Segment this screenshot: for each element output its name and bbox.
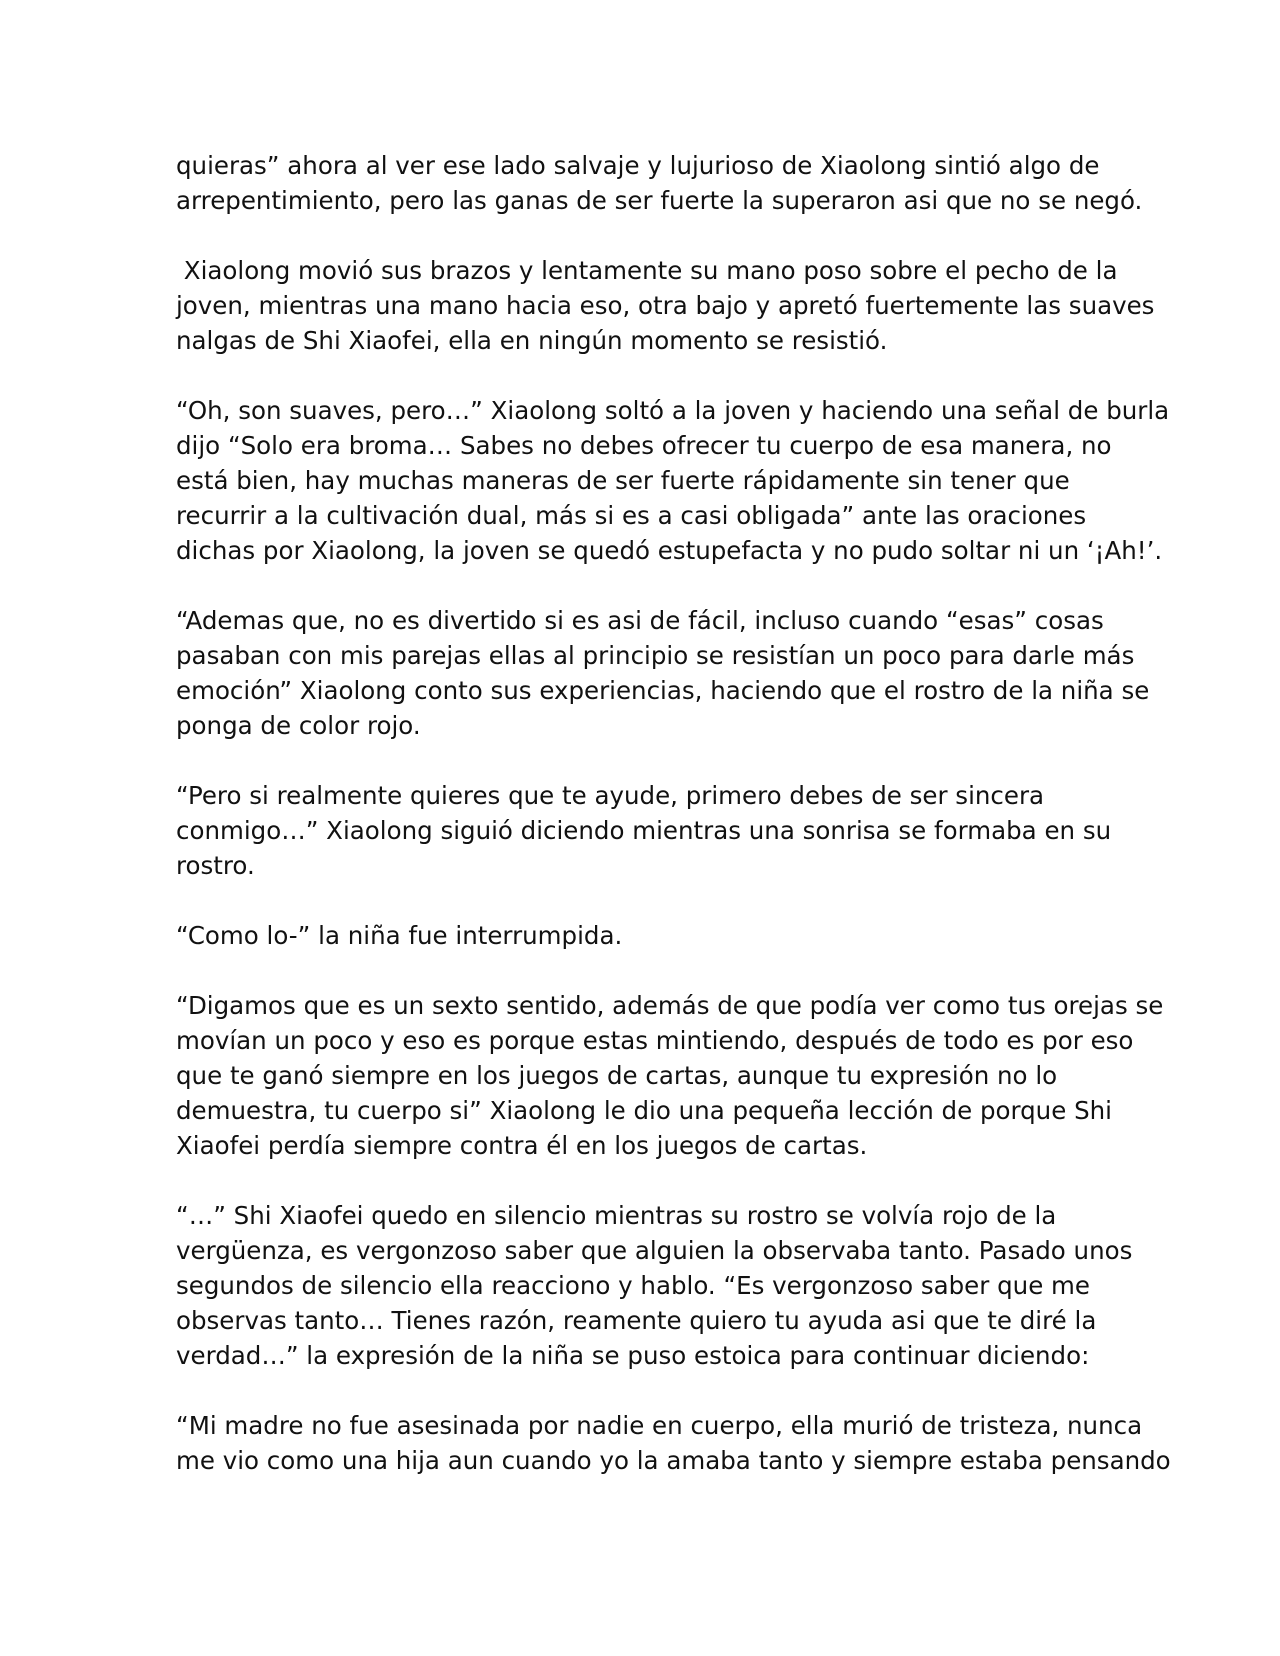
paragraph — [176, 1198, 1133, 1373]
text-line: arrepentimiento, pero las ganas de ser fuerte la superaron asi que no se negó. — [176, 186, 1143, 215]
text-line: dichas por Xiaolong, la joven se quedó estupefacta y no pudo soltar ni un ‘¡Ah!’. — [176, 536, 1163, 565]
text-line: “Digamos que es un sexto sentido, además de que podía ver como tus orejas se — [176, 991, 1164, 1020]
text-line: nalgas de Shi Xiaofei, ella en ningún momento se resistió. — [176, 326, 888, 355]
paragraph — [176, 148, 1143, 218]
text-line: dijo “Solo era broma… Sabes no debes ofrecer tu cuerpo de esa manera, no — [176, 431, 1112, 460]
text-line: quieras” ahora al ver ese lado salvaje y lujurioso de Xiaolong sintió algo de — [176, 151, 1100, 180]
text-line: Xiaolong movió sus brazos y lentamente su mano poso sobre el pecho de la — [176, 256, 1118, 285]
text-line: “…” Shi Xiaofei quedo en silencio mientras su rostro se volvía rojo de la — [176, 1201, 1057, 1230]
text-line: pasaban con mis parejas ellas al principio se resistían un poco para darle más — [176, 641, 1135, 670]
paragraph — [176, 918, 1106, 953]
paragraph — [176, 253, 1155, 358]
text-line: demuestra, tu cuerpo si” Xiaolong le dio una pequeña lección de porque Shi — [176, 1096, 1112, 1125]
text-line: ponga de color rojo. — [176, 711, 421, 740]
text-line: “Como lo-” la niña fue interrumpida. — [176, 921, 623, 950]
text-line: verdad…” la expresión de la niña se puso estoica para continuar diciendo: — [176, 1341, 1090, 1370]
text-line: que te ganó siempre en los juegos de cartas, aunque tu expresión no lo — [176, 1061, 1058, 1090]
text-line: me vio como una hija aun cuando yo la amaba tanto y siempre estaba pensando — [176, 1446, 1171, 1475]
paragraph — [176, 988, 1164, 1163]
text-line: rostro. — [176, 851, 255, 880]
text-line: movían un poco y eso es porque estas mintiendo, después de todo es por eso — [176, 1026, 1134, 1055]
text-line: “Mi madre no fue asesinada por nadie en cuerpo, ella murió de tristeza, nunca — [176, 1411, 1143, 1440]
paragraph — [176, 1408, 1171, 1478]
text-line: conmigo…” Xiaolong siguió diciendo mientras una sonrisa se formaba en su — [176, 816, 1112, 845]
text-line: vergüenza, es vergonzoso saber que alguien la observaba tanto. Pasado unos — [176, 1236, 1133, 1265]
text-line: segundos de silencio ella reacciono y hablo. “Es vergonzoso saber que me — [176, 1271, 1091, 1300]
text-line: recurrir a la cultivación dual, más si es a casi obligada” ante las oraciones — [176, 501, 1087, 530]
document-body — [176, 148, 1171, 1513]
paragraph — [176, 393, 1170, 568]
text-line: emoción” Xiaolong conto sus experiencias, haciendo que el rostro de la niña se — [176, 676, 1150, 705]
paragraph — [176, 603, 1150, 743]
text-line: observas tanto… Tienes razón, reamente quiero tu ayuda asi que te diré la — [176, 1306, 1097, 1335]
text-line: está bien, hay muchas maneras de ser fuerte rápidamente sin tener que — [176, 466, 1070, 495]
text-line: joven, mientras una mano hacia eso, otra bajo y apretó fuertemente las suaves — [176, 291, 1155, 320]
text-line: “Oh, son suaves, pero…” Xiaolong soltó a la joven y haciendo una señal de burla — [176, 396, 1170, 425]
text-line: “Pero si realmente quieres que te ayude, primero debes de ser sincera — [176, 781, 1045, 810]
text-line: “Ademas que, no es divertido si es asi de fácil, incluso cuando “esas” cosas — [176, 606, 1104, 635]
paragraph — [176, 778, 1112, 883]
text-line: Xiaofei perdía siempre contra él en los juegos de cartas. — [176, 1131, 868, 1160]
